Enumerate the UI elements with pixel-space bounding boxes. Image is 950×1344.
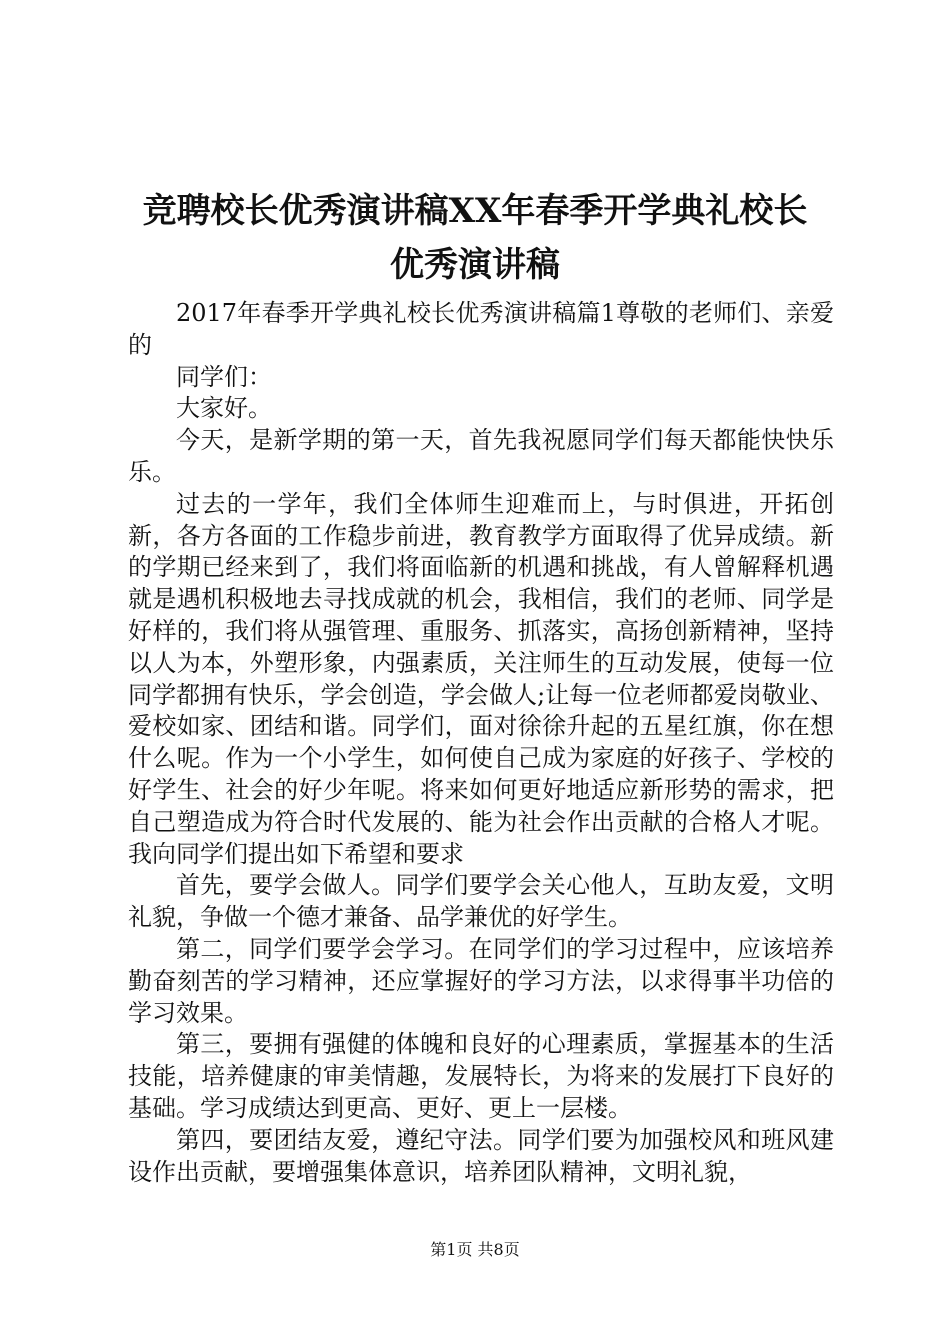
- paragraph: 第三，要拥有强健的体魄和良好的心理素质，掌握基本的生活技能，培养健康的审美情趣，发展特长，为将来的发展打下良好的基础。学习成绩达到更高、更好、更上一层楼。: [128, 1030, 834, 1122]
- document-body: [128, 298, 834, 1188]
- paragraph: 首先，要学会做人。同学们要学会关心他人，互助友爱，文明礼貌，争做一个德才兼备、品学兼优的好学生。: [128, 871, 834, 932]
- paragraph: 大家好。: [176, 394, 272, 423]
- document-title: [118, 184, 832, 292]
- title-line-2: 优秀演讲稿: [390, 245, 560, 285]
- paragraph: 过去的一学年，我们全体师生迎难而上，与时俱进，开拓创新，各方各面的工作稳步前进，教育教学方面取得了优异成绩。新的学期已经来到了，我们将面临新的机遇和挑战，有人曾解释机遇就是遇机积极地去寻找成就的机会，我相信，我们的老师、同学是好样的，我们将从强管理、重服务、抓落实，高扬创新精神，坚持以人为本，外塑形象，内强素质，关注师生的互动发展，使每一位同学都拥有快乐，学会创造，学会做人;让每一位老师都爱岗敬业、爱校如家、团结和谐。同学们，面对徐徐升起的五星红旗，你在想什么呢。作为一个小学生，如何使自己成为家庭的好孩子、学校的好学生、社会的好少年呢。将来如何更好地适应新形势的需求，把自己塑造成为符合时代发展的、能为社会作出贡献的合格人才呢。我向同学们提出如下希望和要求: [128, 489, 834, 868]
- paragraph: 同学们：: [176, 362, 272, 391]
- paragraph: 第二，同学们要学会学习。在同学们的学习过程中，应该培养勤奋刻苦的学习精神，还应掌握好的学习方法，以求得事半功倍的学习效果。: [128, 934, 834, 1027]
- page-footer: 第1页 共8页: [430, 1240, 520, 1259]
- paragraph: 第四，要团结友爱，遵纪守法。同学们要为加强校风和班风建设作出贡献，要增强集体意识，培养团队精神，文明礼貌，: [128, 1125, 834, 1186]
- title-line-1: 竞聘校长优秀演讲稿XX年春季开学典礼校长: [142, 191, 808, 231]
- paragraph: 2017年春季开学典礼校长优秀演讲稿篇1尊敬的老师们、亲爱的: [128, 299, 834, 359]
- paragraph: 今天，是新学期的第一天，首先我祝愿同学们每天都能快快乐乐。: [128, 426, 834, 486]
